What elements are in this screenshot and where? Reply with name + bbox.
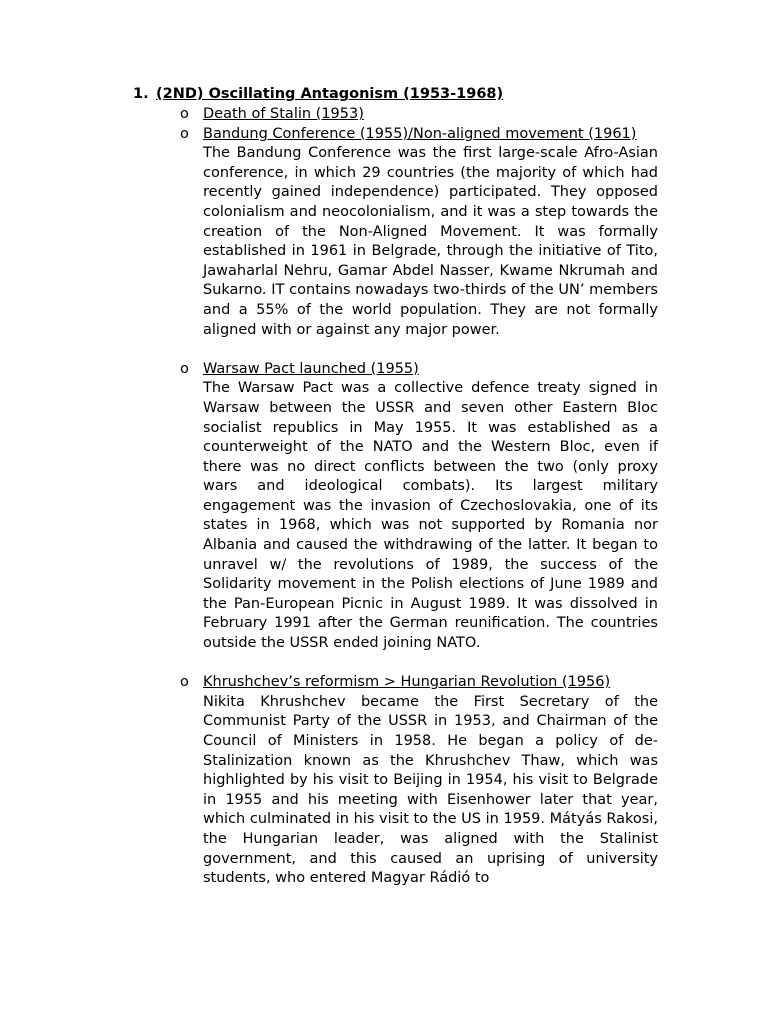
section-number: 1. — [133, 86, 149, 102]
item-body: The Bandung Conference was the first large-scale Afro-Asian conference, in which 29 countries (the majority of which had recently gained independence) participated. They opposed colonialism and neocolonialism, and it was a step towards the creation of the Non-Aligned Movement. It was formally established in 1961 in Belgrade, through the initiative of Tito, Jawaharlal Nehru, Gamar Abdel Nasser, Kwame Nkrumah and Sukarno. IT contains nowadays two-thirds of the UN’ members and a 55% of the world population. They are not formally aligned with or against any major power. — [203, 145, 658, 338]
list-item — [180, 673, 658, 889]
item-title: Death of Stalin (1953) — [203, 106, 364, 122]
section-heading — [133, 85, 503, 105]
list-item — [180, 360, 658, 654]
item-body: The Warsaw Pact was a collective defence treaty signed in Warsaw between the USSR and seven other Eastern Bloc socialist republics in May 1955. It was established as a counterweight of the NATO and the Western Bloc, even if there was no direct conflicts between the two (only proxy wars and ideological combats). Its largest military engagement was the invasion of Czechoslovakia, one of its states in 1968, which was not supported by Romania nor Albania and caused the withdrawing of the latter. It began to unravel w/ the revolutions of 1989, the success of the Solidarity movement in the Polish elections of June 1989 and the Pan-European Picnic in August 1989. It was dissolved in February 1991 after the German reunification. The countries outside the USSR ended joining NATO. — [203, 380, 658, 652]
bullet-marker: o — [180, 674, 189, 691]
list-item — [180, 105, 658, 125]
item-body: Nikita Khrushchev became the First Secretary of the Communist Party of the USSR in 1953, and Chairman of the Council of Ministers in 1958. He began a policy of de-Stalinization known as the Khrushchev Thaw, which was highlighted by his visit to Beijing in 1954, his visit to Belgrade in 1955 and his meeting with Eisenhower later that year, which culminated in his visit to the US in 1959. Mátyás Rakosi, the Hungarian leader, was aligned with the Stalinist government, and this caused an uprising of university students, who entered Magyar Rádió to — [203, 693, 658, 887]
bullet-list — [180, 105, 658, 889]
section-title: (2ND) Oscillating Antagonism (1953-1968) — [156, 86, 504, 102]
item-title: Bandung Conference (1955)/Non-aligned movement (1961) — [203, 125, 637, 142]
bullet-marker: o — [180, 106, 189, 122]
item-title: Khrushchev’s reformism > Hungarian Revolution (1956) — [203, 674, 611, 691]
item-title: Warsaw Pact launched (1955) — [203, 360, 419, 377]
list-item — [180, 125, 658, 341]
bullet-marker: o — [180, 360, 189, 377]
bullet-marker: o — [180, 125, 189, 142]
